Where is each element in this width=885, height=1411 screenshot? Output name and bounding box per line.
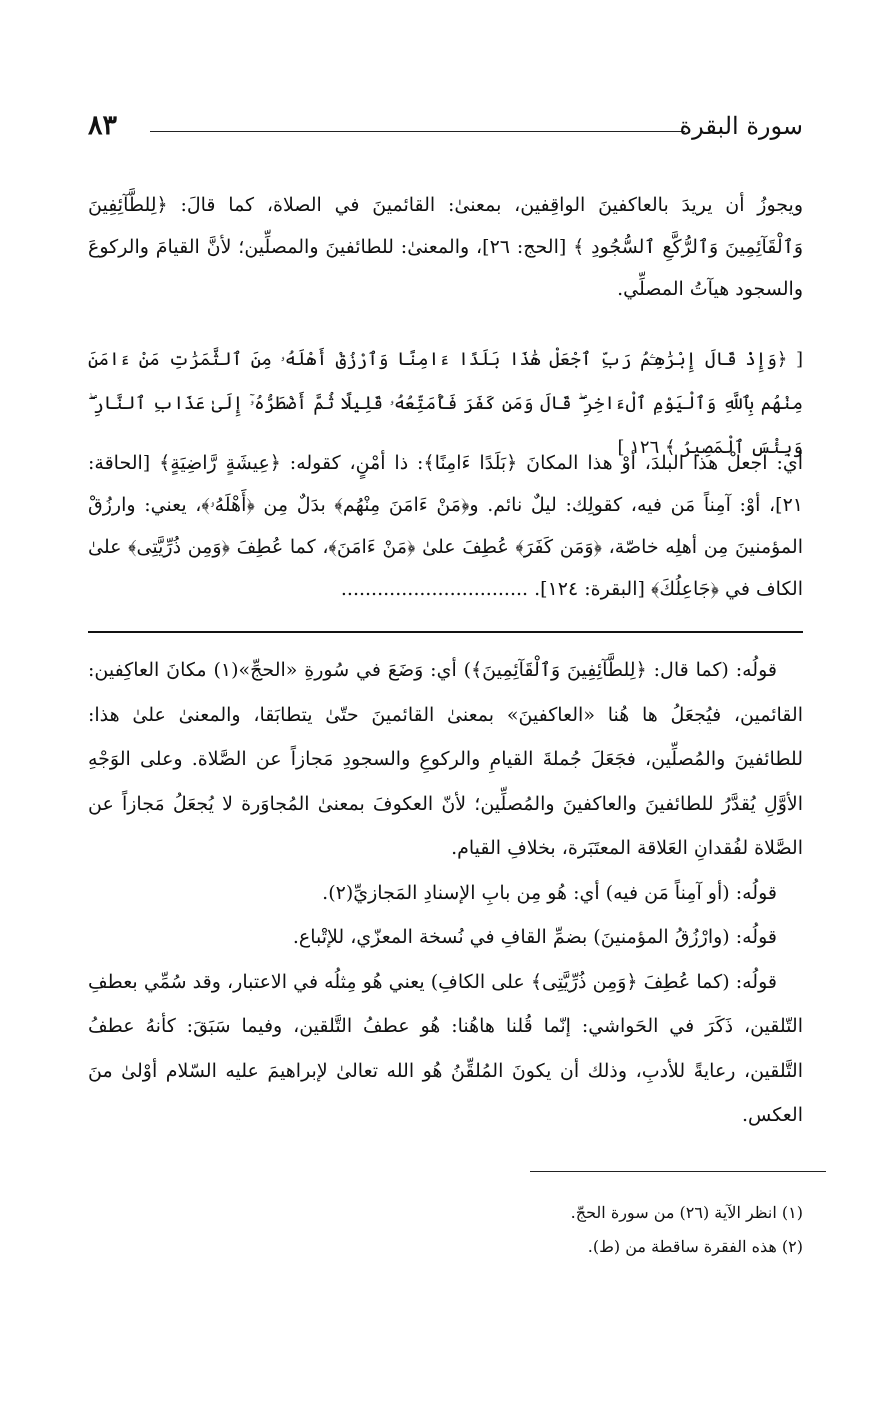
footnote-rule — [530, 1171, 826, 1172]
verse-text: [ ﴿وَإِذْ قَالَ إِبْرَٰهِـۧمُ رَبِّ ٱجْعَلْ هَٰذَا بَلَدًا ءَامِنًا وَٱرْزُقْ أَهْلَهُۥ مِنَ ٱلثَّمَرَٰتِ مَنْ ءَامَنَ مِنْهُم بِٱللَّهِ وَٱلْيَوْمِ ٱلْءَاخِرِ ۖ قَالَ وَمَن كَفَرَ فَأُمَتِّعُهُۥ قَلِيلًا ثُمَّ أَضْطَرُّهُۥٓ إِلَىٰ عَذَابِ ٱلنَّارِ ۖ وَبِئْسَ ٱلْمَصِيرُ ﴾ ١٢٦ ] — [88, 349, 803, 458]
commentary-section — [88, 648, 803, 1138]
footnote-item: (١) انظر الآية (٢٦) من سورة الحجّ. — [570, 1203, 803, 1222]
commentary-paragraph: قولُه: (كما قال: ﴿لِلطَّآئِفِينَ وَٱلْقَآئِمِينَ﴾) أي: وَضَعَ في سُورةِ «الحجِّ»(١) مكانَ العاكِفين: القائمين، فيُجعَلُ ها هُنا «العاكفينَ» بمعنىٰ القائمينَ حتّىٰ يتطابَقا، والمعنىٰ علىٰ هذا: للطائفينَ والمُصلِّين، فجَعَلَ جُملةَ القيامِ والركوعِ والسجودِ مَجازاً عن الصَّلاة. وعلى الوَجْهِ الأوَّلِ يُقدَّرُ للطائفينَ والعاكفينَ والمُصلِّين؛ لأنّ العكوفَ بمعنىٰ المُجاوَرة لا يُجعَلُ مَجازاً عن الصَّلاة لفُقدانِ العَلاقة المعتَبَرة، بخلافِ القيام. — [88, 659, 803, 859]
commentary-paragraph: قولُه: (كما عُطِفَ ﴿وَمِن ذُرِّيَّتِى﴾ على الكافِ) يعني هُو مِثلُه في الاعتبار، وقد سُمِّي بعطفِ التّلقين، ذَكَرَ في الحَواشي: إنّما قُلنا هاهُنا: هُو عطفُ التَّلقين، وفيما سَبَقَ: كأنهُ عطفُ التَّلقين، رعايةً للأدبِ، وذلك أن يكونَ المُلقِّنُ هُو الله تعالىٰ لإبراهيمَ عليه السّلام أوْلىٰ منَ العكس. — [88, 970, 803, 1126]
surah-title: سورة البقرة — [679, 112, 803, 140]
footnotes — [88, 1196, 803, 1264]
paragraph-text: أي: اجعلْ هذا البلدَ، أوْ هذا المكانَ ﴿بَلَدًا ءَامِنًا﴾: ذا أمْنٍ، كقوله: ﴿عِيشَةٍ رَّاضِيَةٍ﴾ [الحاقة: ٢١]، أوْ: آمِناً مَن فيه، كقولِك: ليلٌ نائم. و﴿مَنْ ءَامَنَ مِنْهُم﴾ بدَلٌ مِن ﴿أَهْلَهُۥ﴾، يعني: وارزُقْ المؤمنينَ مِن أهلِه خاصّة، ﴿وَمَن كَفَرَ﴾ عُطِفَ علىٰ ﴿مَنْ ءَامَنَ﴾، كما عُطِفَ ﴿وَمِن ذُرِّيَّتِى﴾ علىٰ الكاف في ﴿جَاعِلُكَ﴾ [البقرة: ١٢٤]. ............................... — [88, 452, 803, 600]
header-rule — [150, 131, 685, 132]
paragraph-text: ويجوزُ أن يريدَ بالعاكفينَ الواقِفين، بمعنىٰ: القائمينَ في الصلاة، كما قالَ: ﴿لِلطَّآئِفِينَ وَٱلْقَآئِمِينَ وَٱلرُّكَّعِ ٱلسُّجُودِ ﴾ [الحج: ٢٦]، والمعنىٰ: للطائفينَ والمصلِّين؛ لأنَّ القيامَ والركوعَ والسجود هيآتُ المصلِّي. — [88, 194, 803, 300]
commentary-paragraph: قولُه: (وارْزُقُ المؤمنينَ) بضمِّ القافِ في نُسخة المعزّي، للإتْباع. — [292, 926, 777, 948]
section-divider — [88, 631, 803, 633]
page-number: ٨٣ — [88, 110, 118, 141]
commentary-paragraph: قولُه: (أو آمِناً مَن فيه) أي: هُو مِن بابِ الإسنادِ المَجازيِّ(٢). — [322, 881, 777, 904]
main-paragraph-2 — [88, 442, 803, 610]
main-paragraph-1 — [88, 184, 803, 310]
page-header — [88, 108, 803, 148]
footnote-item: (٢) هذه الفقرة ساقطة من (ط). — [587, 1237, 803, 1256]
